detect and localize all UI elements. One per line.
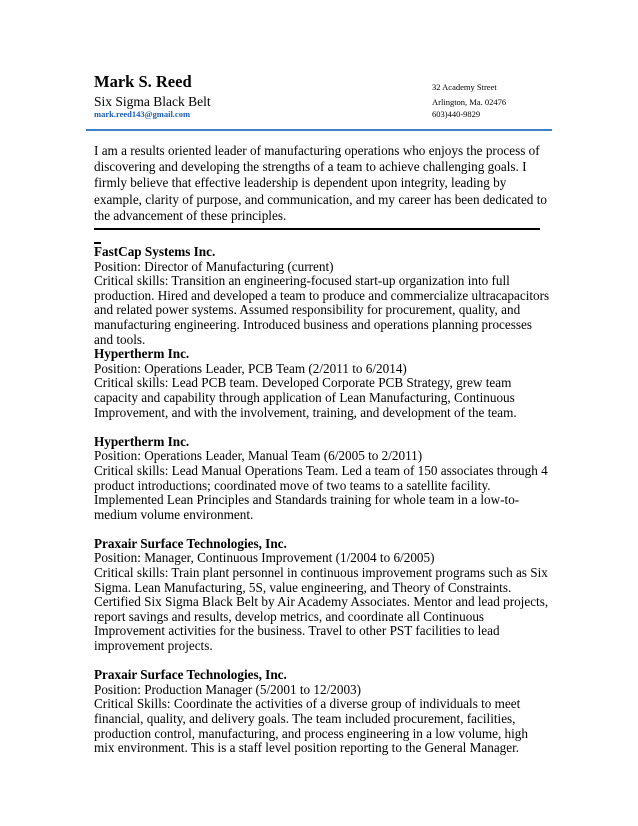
job-position: Position: Director of Manufacturing (current) bbox=[94, 258, 334, 274]
job-position: Position: Operations Leader, Manual Team (6/2005 to 2/2011) bbox=[94, 448, 423, 464]
address-street: 32 Academy Street bbox=[432, 82, 497, 92]
experience-entry bbox=[94, 668, 550, 756]
experience-entry bbox=[94, 435, 550, 523]
experience-section bbox=[94, 245, 550, 756]
summary-paragraph: I am a results oriented leader of manufacturing operations who enjoys the process of discovering and developing the strengths of a team to achieve challenging goals. I firmly believe that effective leadership is dependent upon integrity, leading by example, clarity of purpose, and communication, and my career has been dedicated to the advancement of these principles. bbox=[94, 143, 547, 223]
company-name: Hypertherm Inc. bbox=[94, 346, 190, 362]
job-skills: Critical skills: Lead Manual Operations Team. Led a team of 150 associates through 4 product introductions; coordinated move of two teams to a satellite facility. Implemented Lean Principles and Standards training for whole team in a low-to-medium volume environment. bbox=[94, 462, 548, 522]
experience-entry bbox=[94, 537, 550, 654]
company-name: FastCap Systems Inc. bbox=[94, 244, 216, 259]
job-position: Position: Production Manager (5/2001 to 12/2003) bbox=[94, 681, 362, 697]
job-skills: Critical skills: Lead PCB team. Developed Corporate PCB Strategy, grew team capacity and capability through application of Lean Manufacturing, Continuous Improvement, and with the involvement, training, and development of the team. bbox=[94, 375, 517, 420]
experience-entry bbox=[94, 245, 550, 347]
job-skills: Critical skills: Transition an engineering-focused start-up organization into full production. Hired and developed a team to produce and commercialize ultracapacitors and related power systems. Assumed responsibility for procurement, quality, and manufacturing engineering. Introduced business and operations planning processes and tools. bbox=[94, 273, 550, 347]
company-name: Praxair Surface Technologies, Inc. bbox=[94, 667, 287, 683]
experience-entry bbox=[94, 347, 550, 420]
header-divider bbox=[86, 129, 552, 131]
job-position: Position: Operations Leader, PCB Team (2/2011 to 6/2014) bbox=[94, 360, 407, 376]
candidate-title: Six Sigma Black Belt bbox=[94, 94, 211, 109]
section-divider bbox=[94, 228, 540, 230]
resume-header bbox=[94, 72, 550, 122]
candidate-name: Mark S. Reed bbox=[94, 72, 192, 91]
company-name: Praxair Surface Technologies, Inc. bbox=[94, 535, 287, 551]
job-position: Position: Manager, Continuous Improvement (1/2004 to 6/2005) bbox=[94, 550, 435, 566]
job-skills: Critical skills: Train plant personnel in continuous improvement programs such as Six Sigma. Lean Manufacturing, 5S, value engineering, and Theory of Constraints. Certified Six Sigma Black Belt by Air Academy Associates. Mentor and lead projects, report savings and results, develop metrics, and coordinate all Continuous Improvement activities for the business. Travel to other PST facilities to lead improvement projects. bbox=[94, 565, 549, 654]
company-name: Hypertherm Inc. bbox=[94, 433, 190, 449]
email-link[interactable]: mark.reed143@gmail.com bbox=[94, 109, 191, 119]
address-city: Arlington, Ma. 02476 bbox=[432, 97, 507, 107]
job-skills: Critical Skills: Coordinate the activities of a diverse group of individuals to meet financial, quality, and delivery goals. The team included procurement, facilities, production control, manufacturing, and process engineering in a low volume, high mix environment. This is a staff level position reporting to the General Manager. bbox=[94, 696, 528, 756]
phone-number: 603)440-9829 bbox=[432, 109, 481, 119]
